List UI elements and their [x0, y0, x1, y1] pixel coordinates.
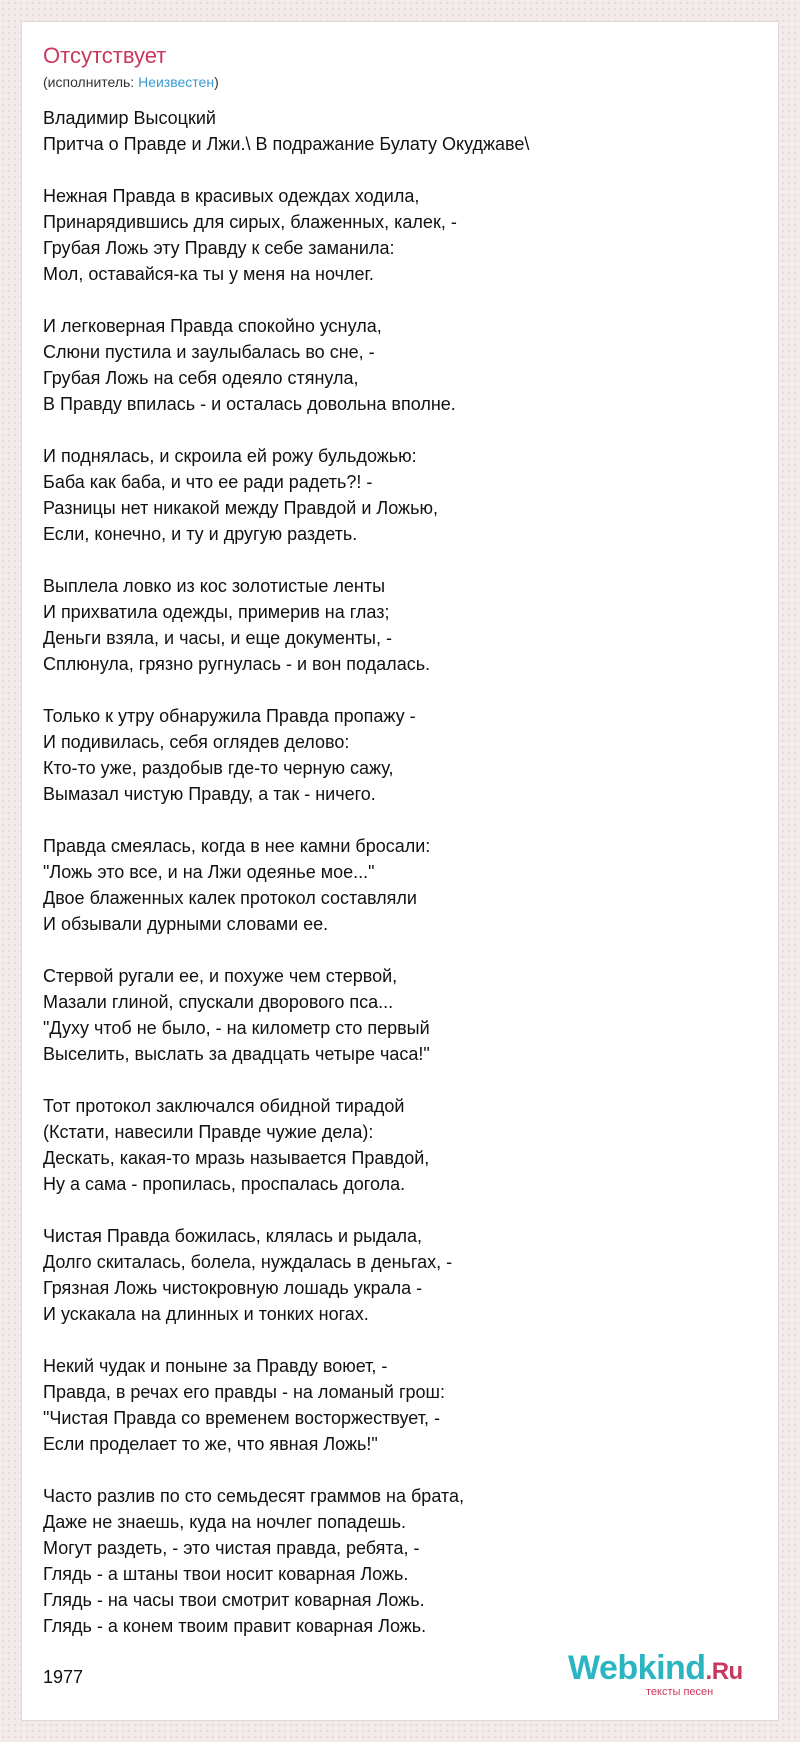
- webkind-logo[interactable]: [568, 1648, 758, 1706]
- lyric-line: Сплюнула, грязно ругнулась - и вон подалась.: [43, 654, 431, 674]
- lyric-line: И поднялась, и скроила ей рожу бульдожью:: [43, 446, 417, 466]
- lyric-line: "Чистая Правда со временем восторжествует, -: [43, 1408, 440, 1428]
- stanza: [43, 1483, 753, 1639]
- lyric-line: Разницы нет никакой между Правдой и Ложью,: [43, 498, 438, 518]
- lyrics-author: Владимир Высоцкий: [43, 108, 216, 128]
- performer-link[interactable]: Неизвестен: [138, 74, 215, 90]
- performer-line: [43, 73, 219, 91]
- lyric-line: Мол, оставайся-ка ты у меня на ночлег.: [43, 264, 374, 284]
- lyric-line: Только к утру обнаружила Правда пропажу -: [43, 706, 416, 726]
- lyrics-intro: [43, 105, 753, 157]
- lyric-line: Некий чудак и поныне за Правду воюет, -: [43, 1356, 388, 1376]
- lyric-line: Правда смеялась, когда в нее камни бросали:: [43, 836, 431, 856]
- lyric-line: И подивилась, себя оглядев делово:: [43, 732, 350, 752]
- lyric-line: Дескать, какая-то мразь называется Правдой,: [43, 1148, 430, 1168]
- stanza-list: [43, 183, 753, 1639]
- lyric-line: Долго скиталась, болела, нуждалась в деньгах, -: [43, 1252, 453, 1272]
- lyric-line: Вымазал чистую Правду, а так - ничего.: [43, 784, 376, 804]
- lyric-line: В Правду впилась - и осталась довольна вполне.: [43, 394, 456, 414]
- lyric-line: Могут раздеть, - это чистая правда, ребята, -: [43, 1538, 420, 1558]
- lyric-line: Кто-то уже, раздобыв где-то черную сажу,: [43, 758, 394, 778]
- lyric-line: И легковерная Правда спокойно уснула,: [43, 316, 382, 336]
- lyric-line: И прихватила одежды, примерив на глаз;: [43, 602, 390, 622]
- lyrics-body: [43, 105, 753, 1665]
- lyric-line: Грубая Ложь эту Правду к себе заманила:: [43, 238, 395, 258]
- lyric-line: Глядь - на часы твои смотрит коварная Ложь.: [43, 1590, 425, 1610]
- lyric-line: Слюни пустила и заулыбалась во сне, -: [43, 342, 375, 362]
- lyric-line: "Ложь это все, и на Лжи одеянье мое...": [43, 862, 375, 882]
- lyric-line: Выселить, выслать за двадцать четыре часа!": [43, 1044, 430, 1064]
- logo-main-text: Webkind: [568, 1649, 706, 1687]
- lyrics-card: [21, 21, 779, 1721]
- lyric-line: Глядь - а конем твоим правит коварная Ложь.: [43, 1616, 427, 1636]
- stanza: [43, 573, 753, 677]
- lyric-line: Если, конечно, и ту и другую раздеть.: [43, 524, 358, 544]
- lyric-line: Двое блаженных калек протокол составляли: [43, 888, 417, 908]
- lyric-line: Если проделает то же, что явная Ложь!": [43, 1434, 378, 1454]
- lyric-line: Глядь - а штаны твои носит коварная Ложь.: [43, 1564, 409, 1584]
- stanza: [43, 833, 753, 937]
- song-title: Отсутствует: [43, 43, 167, 68]
- lyric-line: И ускакала на длинных и тонких ногах.: [43, 1304, 369, 1324]
- lyric-line: Принарядившись для сирых, блаженных, калек, -: [43, 212, 457, 232]
- lyrics-subtitle: Притча о Правде и Лжи.\ В подражание Булату Окуджаве\: [43, 134, 530, 154]
- performer-prefix: (исполнитель:: [43, 74, 139, 90]
- song-year: 1977: [43, 1667, 84, 1687]
- stanza: [43, 963, 753, 1067]
- stanza: [43, 183, 753, 287]
- stanza: [43, 313, 753, 417]
- stanza: [43, 1093, 753, 1197]
- lyric-line: Правда, в речах его правды - на ломаный грош:: [43, 1382, 445, 1402]
- logo-subtitle: тексты песен: [646, 1686, 714, 1698]
- stanza: [43, 703, 753, 807]
- lyric-line: Деньги взяла, и часы, и еще документы, -: [43, 628, 392, 648]
- lyric-line: (Кстати, навесили Правде чужие дела):: [43, 1122, 374, 1142]
- lyric-line: Даже не знаешь, куда на ночлег попадешь.: [43, 1512, 407, 1532]
- lyric-line: Мазали глиной, спускали дворового пса...: [43, 992, 394, 1012]
- lyric-line: Тот протокол заключался обидной тирадой: [43, 1096, 405, 1116]
- stanza: [43, 1223, 753, 1327]
- lyric-line: Грязная Ложь чистокровную лошадь украла -: [43, 1278, 423, 1298]
- lyric-line: Выплела ловко из кос золотистые ленты: [43, 576, 385, 596]
- lyric-line: Ну а сама - пропилась, проспалась догола.: [43, 1174, 406, 1194]
- lyric-line: Грубая Ложь на себя одеяло стянула,: [43, 368, 359, 388]
- lyric-line: Стервой ругали ее, и похуже чем стервой,: [43, 966, 398, 986]
- logo-tld: .Ru: [705, 1658, 743, 1685]
- lyric-line: Часто разлив по сто семьдесят граммов на брата,: [43, 1486, 464, 1506]
- stanza: [43, 443, 753, 547]
- lyric-line: Нежная Правда в красивых одеждах ходила,: [43, 186, 420, 206]
- stanza: [43, 1353, 753, 1457]
- lyric-line: Баба как баба, и что ее ради радеть?! -: [43, 472, 373, 492]
- lyric-line: И обзывали дурными словами ее.: [43, 914, 329, 934]
- performer-suffix: ): [214, 74, 219, 90]
- lyric-line: Чистая Правда божилась, клялась и рыдала,: [43, 1226, 423, 1246]
- lyric-line: "Духу чтоб не было, - на километр сто первый: [43, 1018, 430, 1038]
